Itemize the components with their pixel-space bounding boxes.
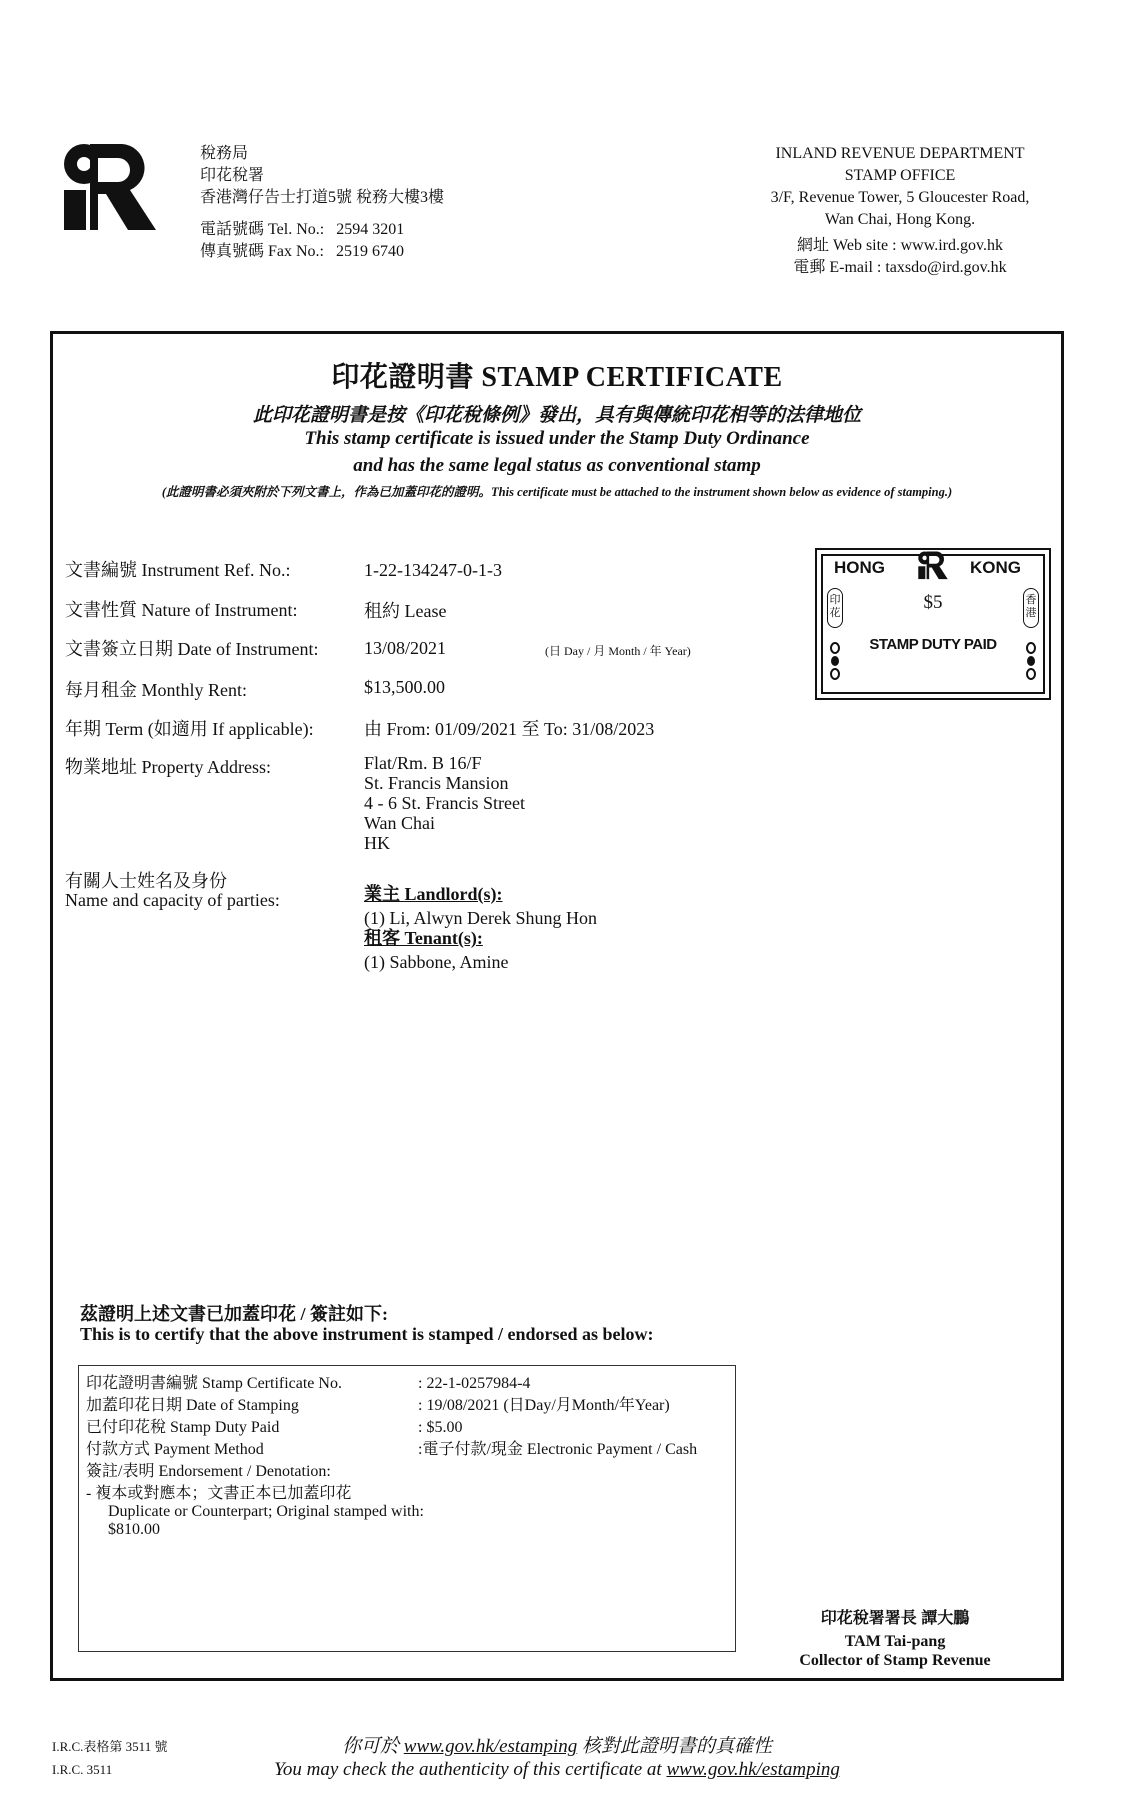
stamp-ir-logo-icon [917, 550, 949, 580]
nature-value: 租約 Lease [364, 601, 447, 621]
stamp-ornament-left-icon [830, 642, 840, 682]
stamp-duty-stamp [815, 548, 1051, 700]
cert-no-value: : 22-1-0257984-4 [418, 1375, 531, 1392]
office-name-zh: 印花稅署 [200, 167, 265, 184]
verify-link[interactable]: www.gov.hk/estamping [403, 1736, 578, 1757]
verify-link[interactable]: www.gov.hk/estamping [666, 1759, 840, 1780]
stamp-hong: HONG [834, 558, 885, 577]
endorsement-line: - 複本或對應本；文書正本已加蓋印花 [86, 1485, 352, 1502]
fax-value: 2519 6740 [336, 243, 405, 260]
duty-paid-label: 已付印花稅 Stamp Duty Paid [86, 1419, 280, 1436]
tel-value: 2594 3201 [336, 221, 405, 238]
stamp-kong: KONG [970, 558, 1021, 577]
email[interactable]: 電郵 E-mail : taxsdo@ird.gov.hk [793, 259, 1007, 276]
header-right [745, 143, 1055, 279]
ref-value: 1-22-134247-0-1-3 [364, 560, 502, 580]
landlord-entry: (1) Li, Alwyn Derek Shung Hon [364, 908, 597, 928]
rent-label: 每月租金 Monthly Rent: [65, 680, 248, 700]
cert-no-label: 印花證明書編號 Stamp Certificate No. [86, 1375, 342, 1392]
dept-name-en: INLAND REVENUE DEPARTMENT [775, 145, 1025, 162]
stamp-seal-left: 印花 [827, 588, 843, 628]
verify-en-pre: You may check the authenticity of this certificate at [274, 1759, 667, 1780]
tenant-entry: (1) Sabbone, Amine [364, 952, 509, 972]
address-zh: 香港灣仔告士打道5號 稅務大樓3樓 [200, 189, 445, 206]
endorsement-heading-zh: 茲證明上述文書已加蓋印花 / 簽註如下: [80, 1304, 388, 1324]
stamp-ornament-right-icon [1026, 642, 1036, 682]
form-number-zh: I.R.C.表格第 3511 號 [52, 1739, 168, 1754]
subtitle-zh: 此印花證明書是按《印花稅條例》發出，具有與傳統印花相等的法律地位 [252, 405, 861, 426]
payment-method-value: :電子付款/現金 Electronic Payment / Cash [418, 1441, 698, 1458]
address-line1: 3/F, Revenue Tower, 5 Gloucester Road, [770, 189, 1030, 206]
address-line: Flat/Rm. B 16/F [364, 753, 482, 773]
endorsement-labels [86, 1373, 351, 1505]
address-line: 4 - 6 St. Francis Street [364, 793, 525, 813]
address-line: Wan Chai [364, 813, 436, 833]
dept-name-zh: 稅務局 [200, 145, 249, 162]
tel-row [200, 219, 444, 241]
stamping-date-label: 加蓋印花日期 Date of Stamping [86, 1397, 299, 1414]
nature-label: 文書性質 Nature of Instrument: [65, 600, 298, 620]
term-value: 由 From: 01/09/2021 至 To: 31/08/2023 [364, 719, 655, 739]
fax-row [200, 241, 444, 263]
verify-zh-post: 核對此證明書的真確性 [577, 1736, 772, 1757]
subtitle-en-1: This stamp certificate is issued under the Stamp Duty Ordinance [304, 428, 810, 449]
tel-label: 電話號碼 Tel. No.: [200, 221, 325, 238]
ref-label: 文書編號 Instrument Ref. No.: [65, 560, 291, 580]
endorsement-values [418, 1373, 697, 1461]
certificate-title: 印花證明書 STAMP CERTIFICATE [331, 362, 783, 393]
subtitle-en-2: and has the same legal status as conventional stamp [353, 455, 761, 476]
attachment-note: (此證明書必須夾附於下列文書上，作為已加蓋印花的證明。This certificate must be attached to the instrument shown below as evidence of stamping.) [161, 485, 953, 499]
ird-logo [60, 140, 160, 232]
endorsement-detail [108, 1503, 424, 1539]
landlord-heading: 業主 Landlord(s): [364, 884, 503, 904]
header-left [200, 143, 444, 263]
property-address [364, 753, 525, 853]
date-value: 13/08/2021 [364, 638, 447, 658]
collector-name-en: TAM Tai-pang [844, 1633, 946, 1650]
parties-label-zh: 有關人士姓名及身份 [65, 871, 227, 891]
parties-label [65, 872, 280, 910]
stamping-date-value: : 19/08/2021 (日Day/月Month/年Year) [418, 1397, 670, 1414]
date-label: 文書簽立日期 Date of Instrument: [65, 639, 319, 659]
tenant-heading: 租客 Tenant(s): [364, 928, 483, 948]
stamp-seal-right: 香港 [1023, 588, 1039, 628]
form-number-en: I.R.C. 3511 [52, 1762, 113, 1777]
date-format: (日 Day / 月 Month / 年 Year) [545, 644, 691, 658]
parties-list [364, 882, 597, 974]
office-name-en: STAMP OFFICE [844, 167, 956, 184]
verify-line-en [50, 1759, 1064, 1781]
verify-zh-pre: 你可於 [342, 1736, 404, 1757]
address-label: 物業地址 Property Address: [65, 757, 271, 777]
address-line: HK [364, 833, 390, 853]
stamp-amount: $5 [923, 592, 943, 613]
collector-title-zh: 印花稅署署長 譚大鵬 [820, 1610, 970, 1627]
term-label: 年期 Term (如適用 If applicable): [65, 719, 314, 739]
website[interactable]: 網址 Web site : www.ird.gov.hk [797, 237, 1003, 254]
endorsement-line: Duplicate or Counterpart; Original stamped with: [108, 1503, 424, 1520]
payment-method-label: 付款方式 Payment Method [86, 1441, 264, 1458]
duty-paid-value: : $5.00 [418, 1419, 463, 1436]
endorsement-heading-en: This is to certify that the above instrument is stamped / endorsed as below: [80, 1324, 654, 1344]
parties-label-en: Name and capacity of parties: [65, 890, 280, 910]
fax-label: 傳真號碼 Fax No.: [200, 243, 325, 260]
verify-line-zh [50, 1731, 1064, 1758]
endorsement-label: 簽註/表明 Endorsement / Denotation: [86, 1463, 331, 1480]
address-line2: Wan Chai, Hong Kong. [824, 211, 976, 228]
endorsement-amount: $810.00 [108, 1521, 160, 1538]
stamp-paid-text: STAMP DUTY PAID [869, 636, 997, 653]
address-line: St. Francis Mansion [364, 773, 509, 793]
rent-value: $13,500.00 [364, 677, 445, 697]
collector-title-en: Collector of Stamp Revenue [799, 1652, 991, 1669]
